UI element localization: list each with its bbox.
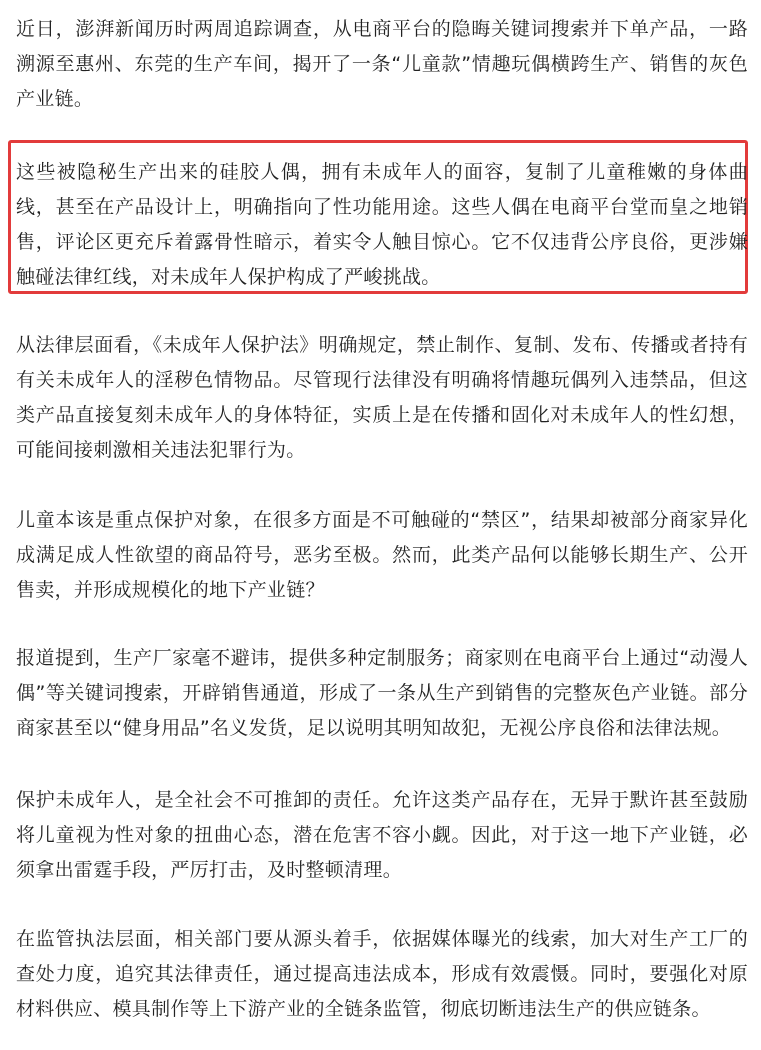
article-paragraph-4: 儿童本该是重点保护对象，在很多方面是不可触碰的“禁区”，结果却被部分商家异化成满足成人性欲望的商品符号，恶劣至极。然而，此类产品何以能够长期生产、公开售卖，并形成规模化的地下产业链？ xyxy=(16,509,748,601)
article-paragraph-7: 在监管执法层面，相关部门要从源头着手，依据媒体曝光的线索，加大对生产工厂的查处力度，追究其法律责任，通过提高违法成本，形成有效震慑。同时，要强化对原材料供应、模具制作等上下游产业的全链条监管，彻底切断违法生产的供应链条。 xyxy=(16,928,748,1020)
article-paragraph-3: 从法律层面看，《未成年人保护法》明确规定，禁止制作、复制、发布、传播或者持有有关未成年人的淫秽色情物品。尽管现行法律没有明确将情趣玩偶列入违禁品，但这类产品直接复刻未成年人的身体特征，实质上是在传播和固化对未成年人的性幻想，可能间接刺激相关违法犯罪行为。 xyxy=(16,334,748,461)
article-paragraph-1: 近日，澎湃新闻历时两周追踪调查，从电商平台的隐晦关键词搜索并下单产品，一路溯源至惠州、东莞的生产车间，揭开了一条“儿童款”情趣玩偶横跨生产、销售的灰色产业链。 xyxy=(16,18,748,110)
article-paragraph-6: 保护未成年人，是全社会不可推卸的责任。允许这类产品存在，无异于默许甚至鼓励将儿童视为性对象的扭曲心态，潜在危害不容小觑。因此，对于这一地下产业链，必须拿出雷霆手段，严厉打击，及时整顿清理。 xyxy=(16,789,748,881)
article-paragraph-5: 报道提到，生产厂家毫不避讳，提供多种定制服务；商家则在电商平台上通过“动漫人偶”等关键词搜索，开辟销售通道，形成了一条从生产到销售的完整灰色产业链。部分商家甚至以“健身用品”名义发货，足以说明其明知故犯，无视公序良俗和法律法规。 xyxy=(16,647,748,739)
article-paragraph-2-highlighted: 这些被隐秘生产出来的硅胶人偶，拥有未成年人的面容，复制了儿童稚嫩的身体曲线，甚至在产品设计上，明确指向了性功能用途。这些人偶在电商平台堂而皇之地销售，评论区更充斥着露骨性暗示，着实令人触目惊心。它不仅违背公序良俗，更涉嫌触碰法律红线，对未成年人保护构成了严峻挑战。 xyxy=(16,161,748,288)
